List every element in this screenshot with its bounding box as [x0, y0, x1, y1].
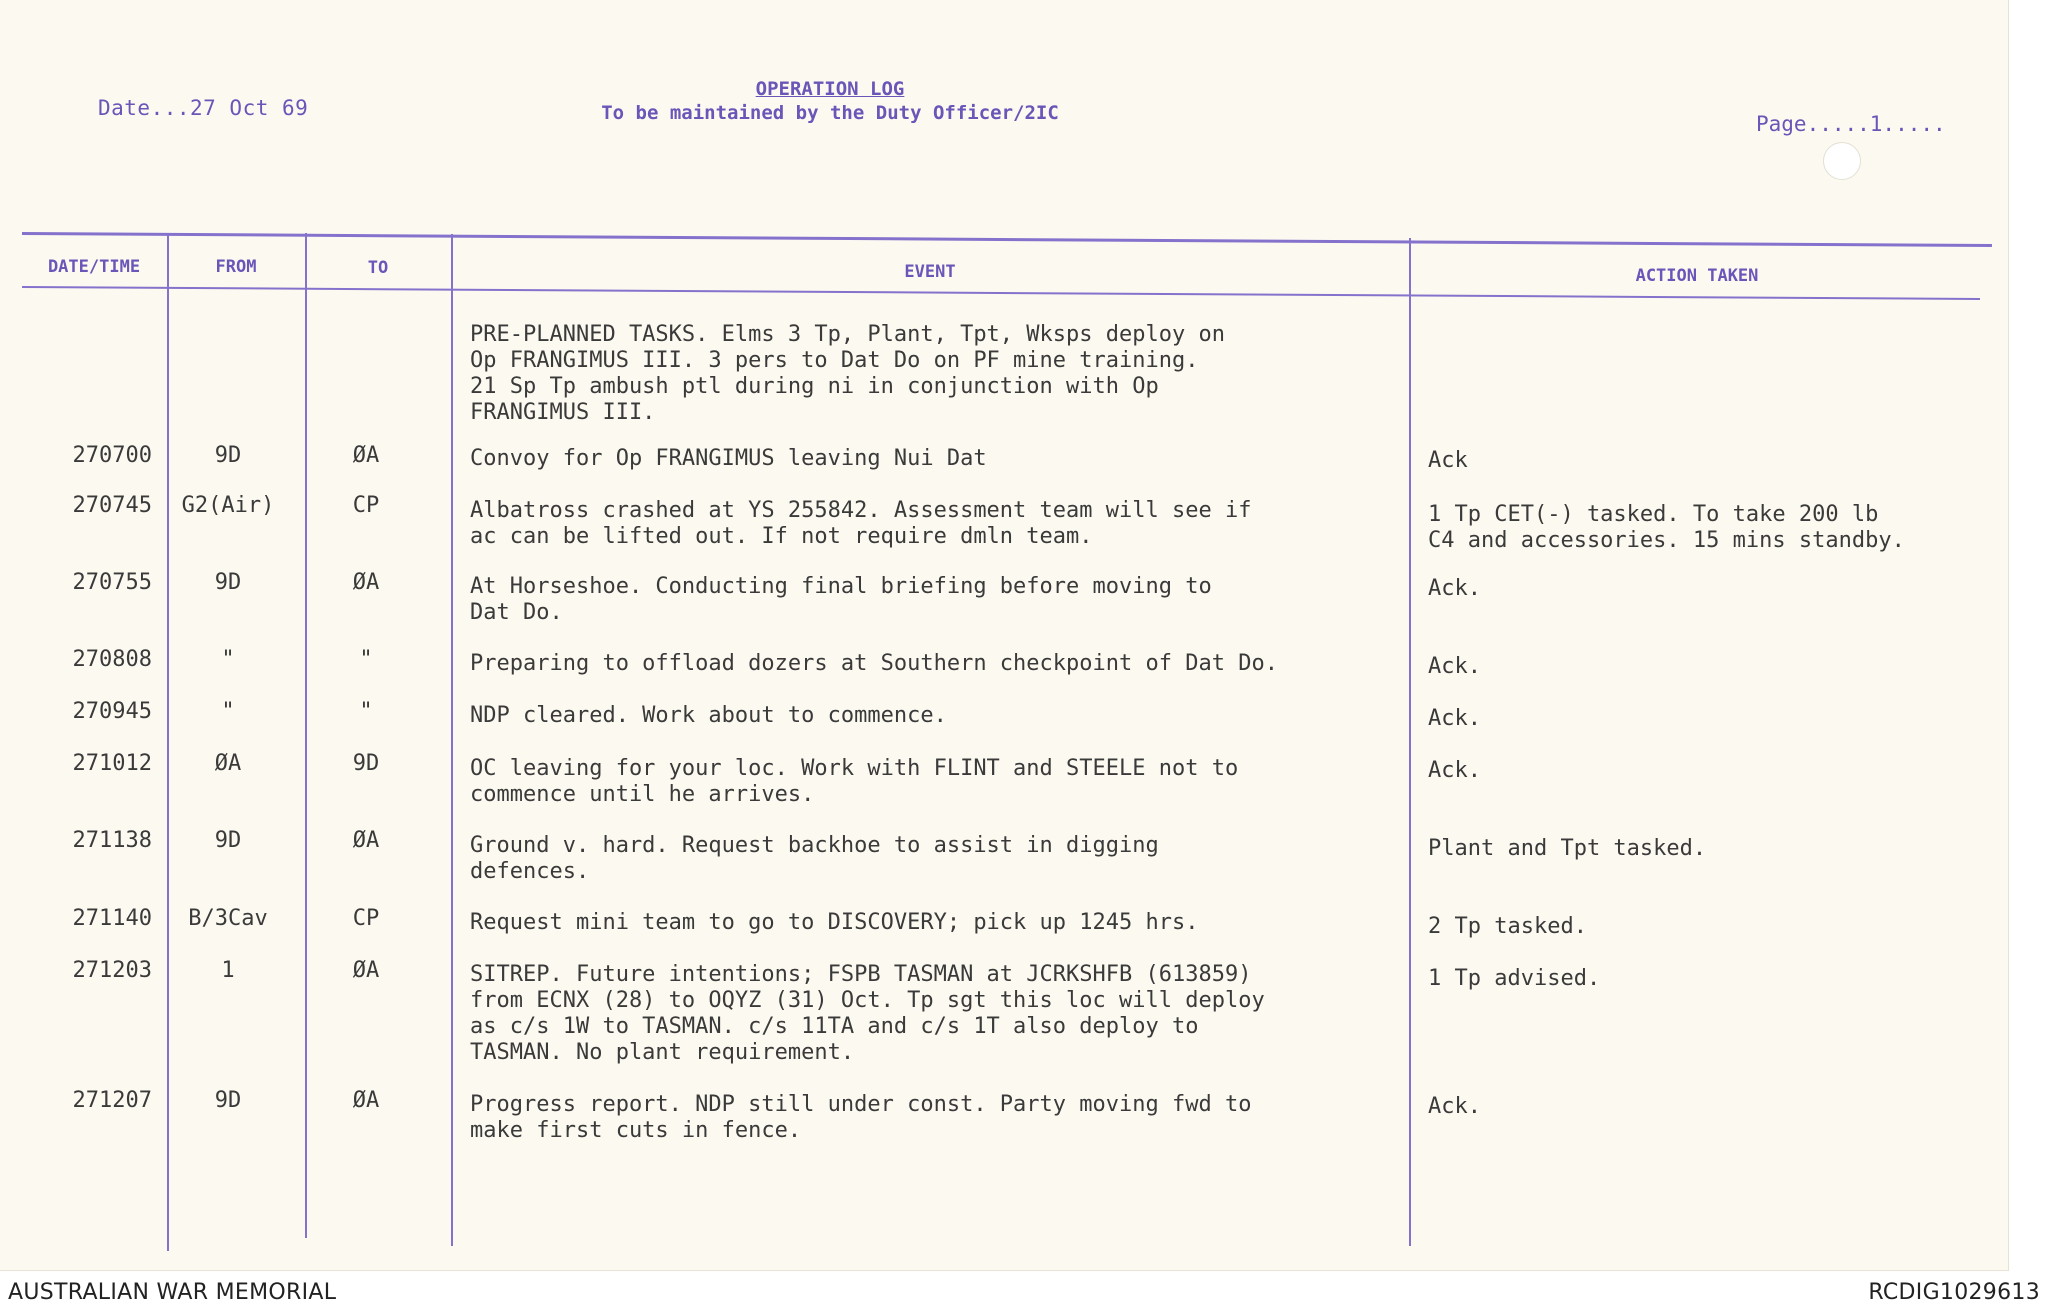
datetime-cell: 271140 [72, 906, 152, 931]
page-number: Page.....1..... [1756, 112, 1946, 136]
column-divider-3 [451, 234, 453, 1246]
log-date: Date...27 Oct 69 [98, 96, 309, 120]
to-cell: CP [352, 493, 380, 518]
datetime-cell: 271203 [72, 958, 152, 983]
header-bottom-rule [22, 286, 1980, 300]
action-cell: 1 Tp advised. [1428, 966, 1601, 991]
datetime-cell: 270808 [72, 647, 152, 672]
to-cell: ØA [352, 570, 380, 595]
from-cell: B/3Cav [188, 906, 268, 931]
from-cell: 9D [214, 443, 242, 468]
from-cell: 9D [214, 570, 242, 595]
column-header-datetime: DATE/TIME [47, 257, 141, 277]
event-cell: At Horseshoe. Conducting final briefing before moving to Dat Do. [470, 574, 1212, 625]
event-cell: Progress report. NDP still under const. Party moving fwd to make first cuts in fence. [470, 1092, 1252, 1143]
from-cell: " [221, 699, 235, 724]
datetime-cell: 270745 [72, 493, 152, 518]
from-cell: 1 [221, 958, 235, 983]
action-cell: Plant and Tpt tasked. [1428, 836, 1707, 861]
log-subtitle: To be maintained by the Duty Officer/2IC [601, 102, 1059, 124]
from-cell: ØA [214, 751, 242, 776]
footer-record-id: RCDIG1029613 [1868, 1280, 2040, 1305]
datetime-cell: 270755 [72, 570, 152, 595]
event-cell: SITREP. Future intentions; FSPB TASMAN at JCRKSHFB (613859) from ECNX (28) to OQYZ (31) Oct. Tp sgt this loc will deploy as c/s 1W to TASMAN. c/s 11TA and c/s 1T also deploy to TASMAN. No plant requirement. [470, 962, 1265, 1065]
event-cell: PRE-PLANNED TASKS. Elms 3 Tp, Plant, Tpt, Wksps deploy on Op FRANGIMUS III. 3 pers to Dat Do on PF mine training. 21 Sp Tp ambush ptl during ni in conjunction with Op FRANGIMUS III. [470, 322, 1225, 425]
to-cell: ØA [352, 443, 380, 468]
log-title: OPERATION LOG [755, 78, 905, 100]
to-cell: ØA [352, 1088, 380, 1113]
from-cell: 9D [214, 1088, 242, 1113]
event-cell: Ground v. hard. Request backhoe to assist in digging defences. [470, 833, 1159, 884]
action-cell: Ack. [1428, 758, 1481, 783]
to-cell: CP [352, 906, 380, 931]
datetime-cell: 271138 [72, 828, 152, 853]
event-cell: Preparing to offload dozers at Southern checkpoint of Dat Do. [470, 651, 1278, 676]
footer-credit: AUSTRALIAN WAR MEMORIAL [8, 1280, 337, 1305]
event-cell: NDP cleared. Work about to commence. [470, 703, 947, 728]
header-top-rule [22, 232, 1992, 247]
datetime-cell: 271012 [72, 751, 152, 776]
from-cell: 9D [214, 828, 242, 853]
action-cell: Ack. [1428, 576, 1481, 601]
to-cell: 9D [352, 751, 380, 776]
to-cell: ØA [352, 828, 380, 853]
column-divider-1 [167, 233, 169, 1251]
event-cell: Convoy for Op FRANGIMUS leaving Nui Dat [470, 446, 987, 471]
datetime-cell: 270700 [72, 443, 152, 468]
column-header-event: EVENT [904, 262, 956, 282]
to-cell: ØA [352, 958, 380, 983]
to-cell: " [359, 647, 373, 672]
column-header-from: FROM [215, 257, 257, 277]
event-cell: Albatross crashed at YS 255842. Assessment team will see if ac can be lifted out. If not require dmln team. [470, 498, 1252, 549]
action-cell: Ack. [1428, 1094, 1481, 1119]
action-cell: Ack. [1428, 654, 1481, 679]
action-cell: Ack. [1428, 706, 1481, 731]
event-cell: OC leaving for your loc. Work with FLINT and STEELE not to commence until he arrives. [470, 756, 1239, 807]
column-header-to: TO [367, 258, 389, 278]
datetime-cell: 271207 [72, 1088, 152, 1113]
action-cell: 2 Tp tasked. [1428, 914, 1587, 939]
to-cell: " [359, 699, 373, 724]
punch-hole [1823, 142, 1861, 180]
column-divider-2 [305, 233, 307, 1238]
action-cell: 1 Tp CET(-) tasked. To take 200 lb C4 and accessories. 15 mins standby. [1428, 502, 1905, 553]
column-header-action: ACTION TAKEN [1635, 266, 1759, 286]
action-cell: Ack [1428, 448, 1468, 473]
from-cell: G2(Air) [181, 493, 275, 518]
from-cell: " [221, 647, 235, 672]
log-heading [580, 78, 1080, 124]
datetime-cell: 270945 [72, 699, 152, 724]
event-cell: Request mini team to go to DISCOVERY; pick up 1245 hrs. [470, 910, 1199, 935]
